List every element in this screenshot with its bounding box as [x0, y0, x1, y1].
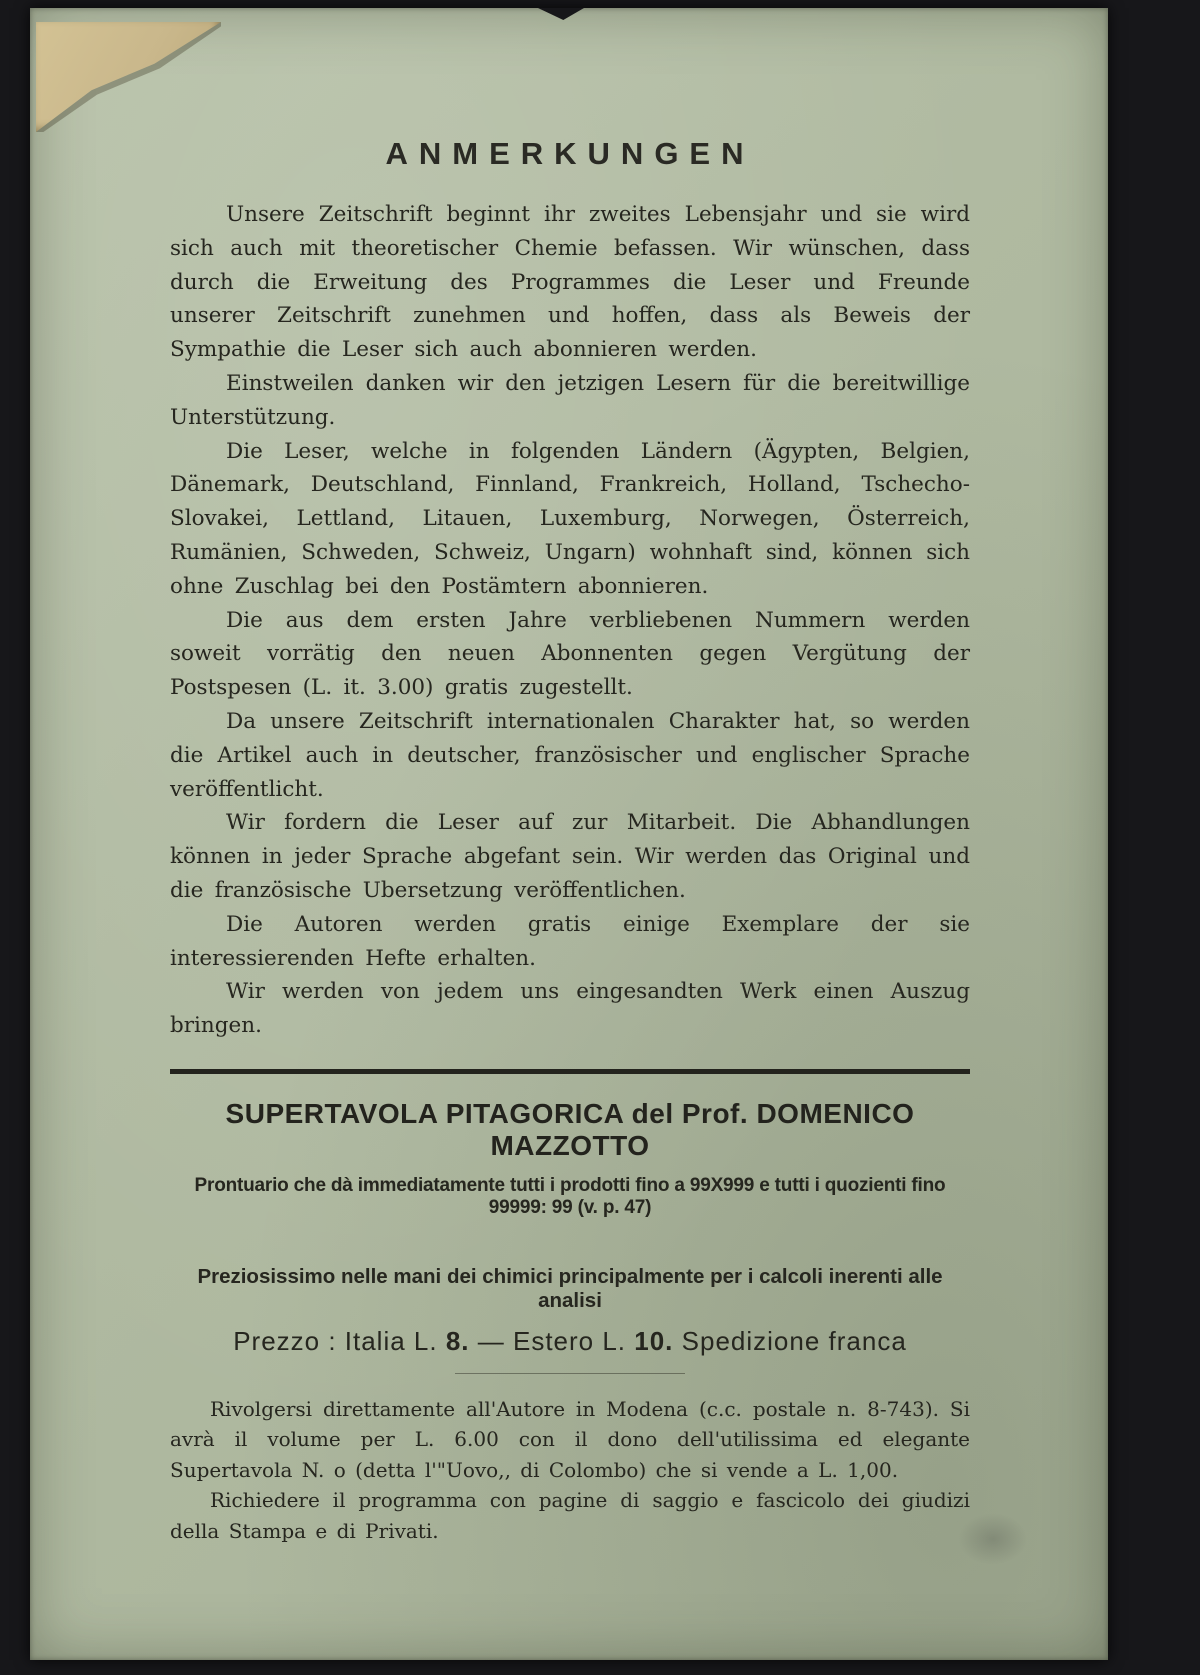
- page-content: [170, 8, 970, 1546]
- price-line: [170, 1326, 970, 1357]
- paragraph: Wir werden von jedem uns eingesandten Werk einen Auszug bringen.: [170, 979, 970, 1039]
- thin-divider: [455, 1373, 685, 1374]
- section-divider: [170, 1069, 970, 1074]
- page-title: ANMERKUNGEN: [385, 136, 755, 171]
- paragraph: Wir fordern die Leser auf zur Mitarbeit. Die Abhandlungen können in jeder Sprache abgefant sein. Wir werden das Original und die französische Ubersetzung veröffentlichen.: [170, 810, 970, 903]
- paragraph: Da unsere Zeitschrift internationalen Charakter hat, so werden die Artikel auch in deutscher, französischer und englischer Sprache veröffentlicht.: [170, 708, 970, 802]
- paragraph: Die Leser, welche in folgenden Ländern (Ägypten, Belgien, Dänemark, Deutschland, Finnland, Frankreich, Holland, Tschecho-Slovakei, Lettland, Litauen, Luxemburg, Norwegen, Österreich, Rumänien, Schweden, Schweiz, Ungarn) wohnhaft sind, können sich ohne Zuschlag bei den Postämtern abonnieren.: [170, 438, 970, 599]
- note-paragraph: Richiedere il programma con pagine di saggio e fascicolo dei giudizi della Stampa e di Privati.: [170, 1488, 970, 1543]
- note-paragraph: Rivolgersi direttamente all'Autore in Modena (c.c. postale n. 8-743). Si avrà il volume per L. 6.00 con il dono dell'utilissima ed elegante Supertavola N. o (detta l'"Uovo,, di Colombo) che si vende a L. 1,00.: [170, 1396, 970, 1482]
- advert-claim: Preziosissimo nelle mani dei chimici principalmente per i calcoli inerenti alle analisi: [197, 1264, 943, 1312]
- price-prefix: Prezzo : Italia L.: [233, 1325, 446, 1356]
- contact-notes: [170, 1394, 970, 1547]
- paragraph: Die Autoren werden gratis einige Exemplare der sie interessierenden Hefte erhalten.: [170, 911, 970, 971]
- advert-subheading: Prontuario che dà immediatamente tutti i prodotti fino a 99X999 e tutti i quozienti fino 99999: 99 (v. p. 47): [194, 1174, 946, 1218]
- paragraph: Die aus dem ersten Jahre verbliebenen Nummern werden soweit vorrätig den neuen Abonnenten gegen Vergütung der Postspesen (L. it. 3.00) gratis zugestellt.: [170, 607, 970, 701]
- price-middle: Estero L.: [512, 1325, 635, 1356]
- paragraph: Unsere Zeitschrift beginnt ihr zweites Lebensjahr und sie wird sich auch mit theoretischer Chemie befassen. Wir wünschen, dass durch die Erweitung des Programmes die Leser und Freunde unserer Zeitschrift zunehmen und hoffen, dass als Beweis der Sympathie die Leser sich auch abonnieren werden.: [170, 202, 970, 363]
- body-text: [170, 198, 970, 1043]
- paragraph: Einstweilen danken wir den jetzigen Lesern für die bereitwillige Unterstützung.: [170, 370, 970, 430]
- price-separator: —: [469, 1325, 513, 1356]
- price-suffix: Spedizione franca: [673, 1325, 907, 1356]
- price-abroad: 10.: [634, 1325, 674, 1356]
- advert-heading: SUPERTAVOLA PITAGORICA del Prof. DOMENICO MAZZOTTO: [225, 1097, 915, 1161]
- paper-sheet: [30, 8, 1108, 1660]
- price-italy: 8.: [445, 1325, 470, 1356]
